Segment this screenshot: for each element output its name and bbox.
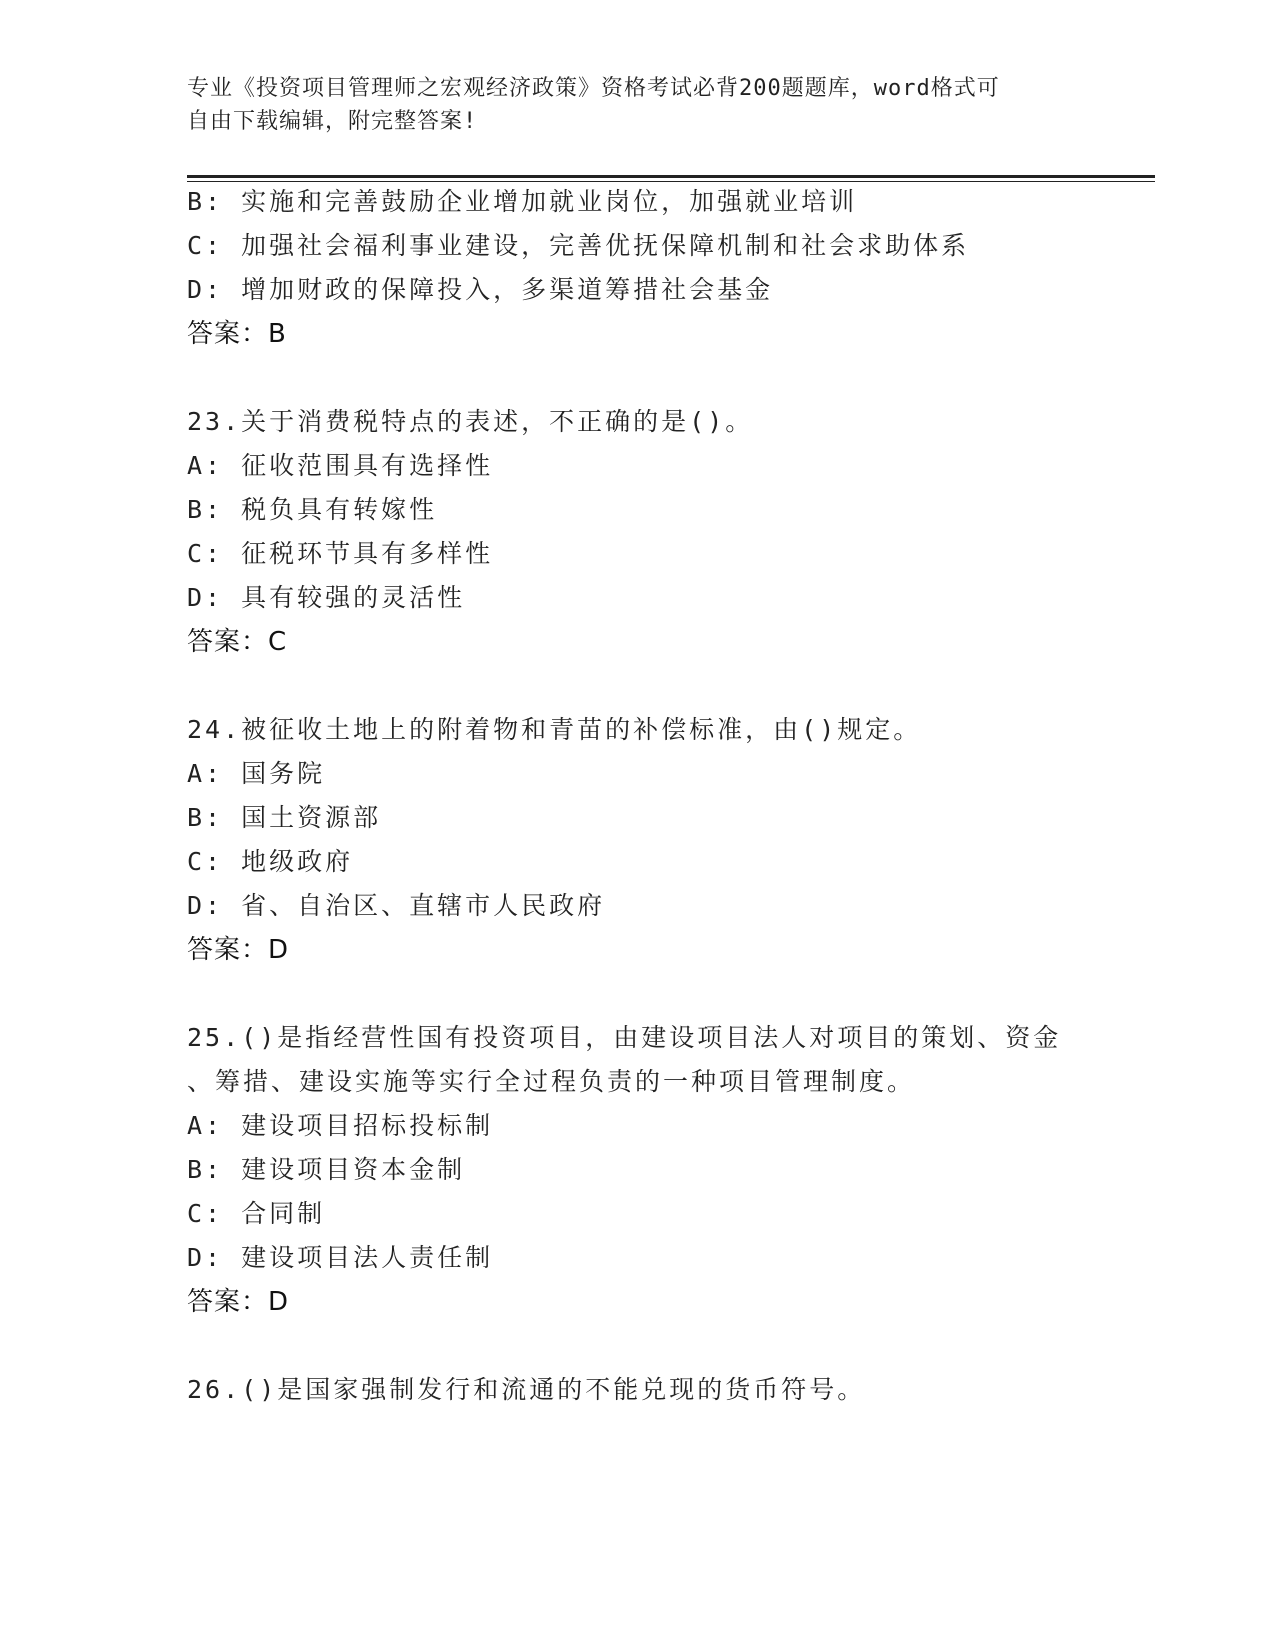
q25-option-c: C: 合同制 xyxy=(187,1199,326,1228)
q23-option-b: B: 税负具有转嫁性 xyxy=(187,495,438,524)
q22-answer: 答案：B xyxy=(187,319,287,349)
q25-question-line-2: 、筹措、建设实施等实行全过程负责的一种项目管理制度。 xyxy=(187,1067,916,1096)
document-header xyxy=(187,72,1087,138)
header-rule-thick xyxy=(187,175,1155,178)
q22-option-d: D: 增加财政的保障投入，多渠道筹措社会基金 xyxy=(187,275,774,304)
q23-option-d: D: 具有较强的灵活性 xyxy=(187,583,466,612)
q24-option-c: C: 地级政府 xyxy=(187,847,354,876)
q25-option-d: D: 建设项目法人责任制 xyxy=(187,1243,494,1272)
q22-option-b: B: 实施和完善鼓励企业增加就业岗位，加强就业培训 xyxy=(187,187,858,216)
q25-option-b: B: 建设项目资本金制 xyxy=(187,1155,466,1184)
header-rule-thin xyxy=(187,181,1155,182)
q25-answer: 答案：D xyxy=(187,1287,290,1317)
q24-option-a: A: 国务院 xyxy=(187,759,326,788)
q23-answer: 答案：C xyxy=(187,627,288,657)
header-line-1: 专业《投资项目管理师之宏观经济政策》资格考试必背200题题库，word格式可 xyxy=(187,76,1000,101)
q24-option-d: D: 省、自治区、直辖市人民政府 xyxy=(187,891,606,920)
header-line-2: 自由下载编辑，附完整答案! xyxy=(187,109,478,134)
q25-option-a: A: 建设项目招标投标制 xyxy=(187,1111,494,1140)
q24-option-b: B: 国土资源部 xyxy=(187,803,382,832)
q23-option-c: C: 征税环节具有多样性 xyxy=(187,539,494,568)
q26-question: 26.()是国家强制发行和流通的不能兑现的货币符号。 xyxy=(187,1375,866,1404)
q22-option-c: C: 加强社会福利事业建设，完善优抚保障机制和社会求助体系 xyxy=(187,231,970,260)
q23-question: 23.关于消费税特点的表述，不正确的是()。 xyxy=(187,407,754,436)
q24-question: 24.被征收土地上的附着物和青苗的补偿标准，由()规定。 xyxy=(187,715,922,744)
q24-answer: 答案：D xyxy=(187,935,290,965)
q23-option-a: A: 征收范围具有选择性 xyxy=(187,451,494,480)
q25-question-line-1: 25.()是指经营性国有投资项目，由建设项目法人对项目的策划、资金 xyxy=(187,1023,1062,1052)
